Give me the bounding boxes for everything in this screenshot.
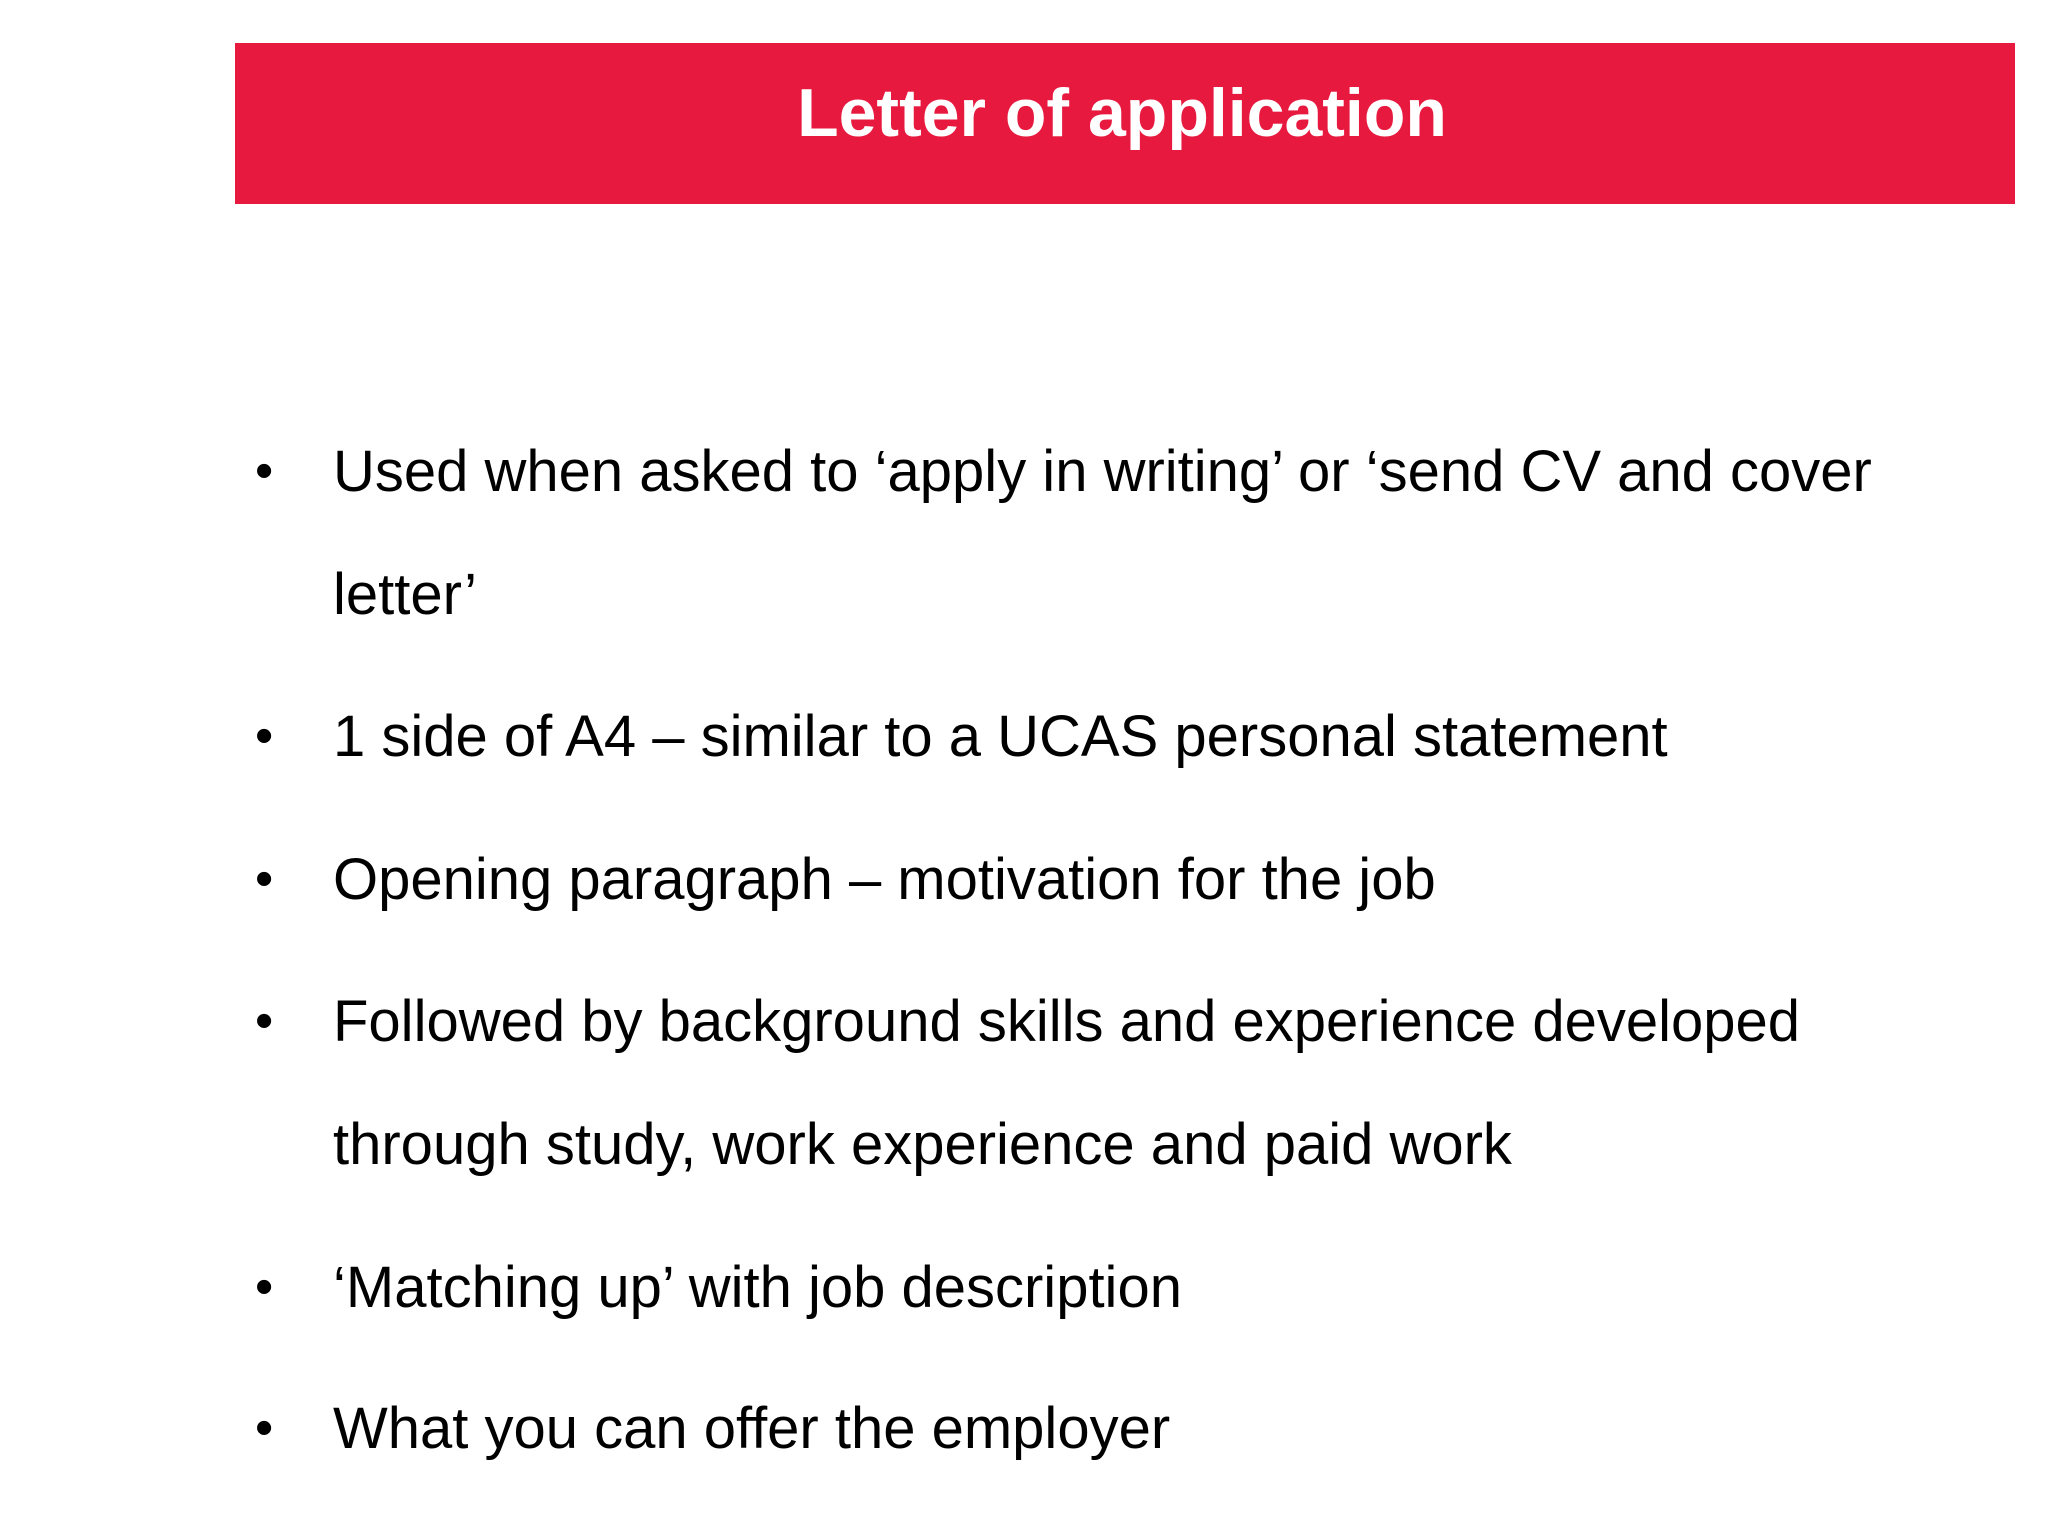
bullet-item (255, 1226, 2025, 1349)
bullet-icon: • (255, 442, 274, 500)
bullet-text-line: Opening paragraph – motivation for the job (333, 847, 1436, 912)
bullet-item (255, 675, 2025, 798)
bullet-text-line: Used when asked to ‘apply in writing’ or ‘send CV and cover (333, 439, 1872, 504)
slide-title: Letter of application (797, 75, 1447, 151)
bullet-text-line: Followed by background skills and experience developed (333, 989, 1801, 1054)
bullet-item (255, 960, 2025, 1206)
bullet-icon: • (255, 992, 274, 1050)
bullet-text-line: 1 side of A4 – similar to a UCAS personal statement (333, 704, 1668, 769)
bullet-text-line: What you can offer the employer (333, 1396, 1171, 1461)
bullet-text-line: through study, work experience and paid work (333, 1112, 1512, 1177)
bullet-icon: • (255, 850, 274, 908)
bullet-item (255, 818, 2025, 941)
bullet-icon: • (255, 1258, 274, 1316)
bullet-item (255, 1367, 2025, 1490)
bullet-text-line: letter’ (333, 562, 477, 627)
bullet-text-line: ‘Matching up’ with job description (333, 1255, 1182, 1320)
bullet-icon: • (255, 1399, 274, 1457)
bullet-item (255, 410, 2025, 656)
bullet-icon: • (255, 707, 274, 765)
